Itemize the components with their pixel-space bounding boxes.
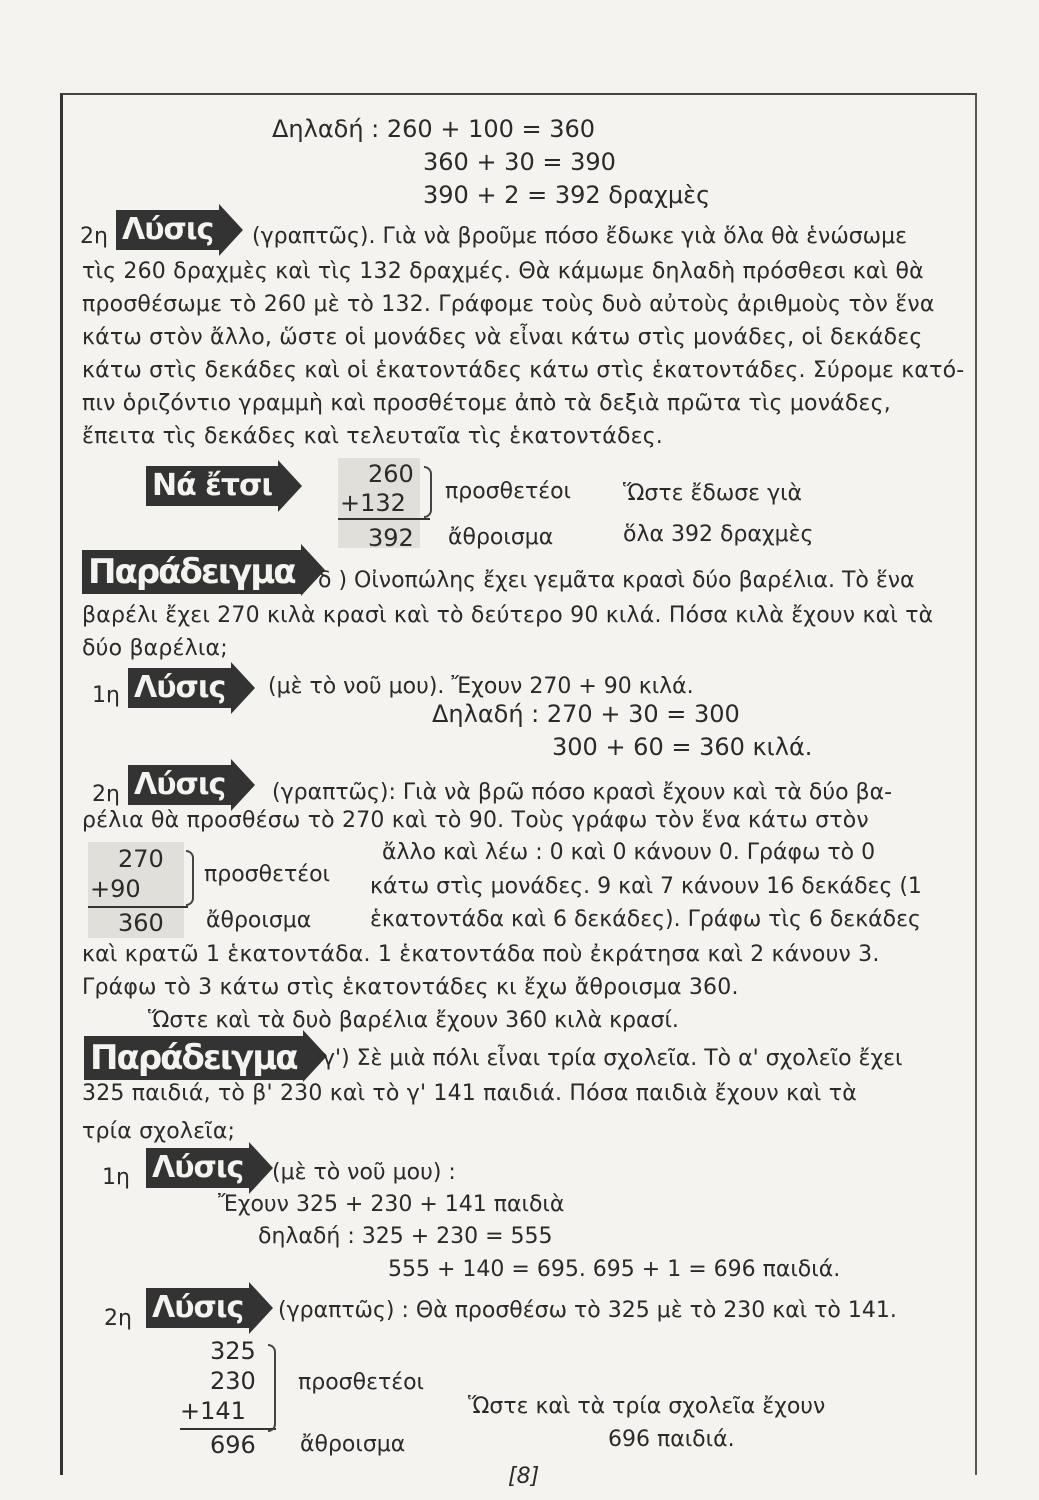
note: Ὥστε καὶ τὰ τρία σχολεῖα ἔχουν [468, 1394, 826, 1419]
text-line: ἄλλο καὶ λέω : 0 καὶ 0 κάνουν 0. Γράφω τὸ 0 [382, 840, 876, 865]
ordinal: 1η [92, 683, 120, 708]
note: ὅλα 392 δραχμὲς [623, 522, 814, 547]
addends-label: προσθετέοι [204, 862, 331, 887]
text-line: τρία σχολεῖα; [82, 1119, 236, 1144]
sum-total: 392 [368, 524, 414, 552]
text-line: (μὲ τὸ νοῦ μου). Ἔχουν 270 + 90 κιλά. [268, 674, 694, 699]
text-line: (γραπτῶς) : Θὰ προσθέσω τὸ 325 μὲ τὸ 230 καὶ τὸ 141. [278, 1298, 897, 1323]
lysis-label: Λύσις [128, 668, 231, 708]
note: Ὥστε ἔδωσε γιὰ [623, 481, 803, 506]
text-line: ρέλια θὰ προσθέσω τὸ 270 καὶ τὸ 90. Τοὺς γράφω τὸν ἕνα κάτω στὸν [82, 808, 869, 833]
ordinal: 1η [102, 1165, 130, 1190]
text-line: Ὥστε καὶ τὰ δυὸ βαρέλια ἔχουν 360 κιλὰ κρασί. [148, 1008, 679, 1033]
sum-rule [338, 518, 430, 520]
note: 696 παιδιά. [608, 1427, 735, 1452]
addend: +132 [340, 489, 406, 517]
text-line: Γράφω τὸ 3 κάτω στὶς ἑκατοντάδες κι ἔχω ἄθροισμα 360. [82, 975, 739, 1000]
text-line: δ ) Οἰνοπώλης ἔχει γεμᾶτα κρασὶ δύο βαρέλια. Τὸ ἕνα [318, 568, 915, 593]
sum-total: 360 [118, 909, 164, 937]
ordinal: 2η [80, 224, 108, 249]
text-line: γ') Σὲ μιὰ πόλι εἶναι τρία σχολεῖα. Τὸ α' σχολεῖο ἔχει [322, 1046, 903, 1071]
text-line: Δηλαδή : 270 + 30 = 300 [432, 700, 740, 728]
lysis-label: Λύσις [146, 1288, 249, 1328]
text-line: δηλαδή : 325 + 230 = 555 [258, 1224, 553, 1249]
text-line: 555 + 140 = 695. 695 + 1 = 696 παιδιά. [388, 1257, 841, 1282]
lysis-label: Λύσις [146, 1148, 249, 1188]
text-line: κάτω στὶς δεκάδες καὶ οἱ ἑκατοντάδες κάτω στὶς ἑκατοντάδες. Σύρομε κατό- [82, 358, 965, 383]
text-line: Ἔχουν 325 + 230 + 141 παιδιὰ [218, 1192, 565, 1217]
text-line: ἑκατοντάδα καὶ 6 δεκάδες). Γράφω τὶς 6 δεκάδες [370, 907, 921, 932]
text-line: βαρέλι ἔχει 270 κιλὰ κρασὶ καὶ τὸ δεύτερο 90 κιλά. Πόσα κιλὰ ἔχουν καὶ τὰ [82, 603, 934, 628]
brace [186, 850, 194, 906]
text-line: τὶς 260 δραχμὲς καὶ τὶς 132 δραχμές. Θὰ κάμωμε δηλαδὴ πρόσθεσι καὶ θὰ [82, 259, 924, 284]
addend: +141 [180, 1397, 246, 1425]
text-line: 390 + 2 = 392 δραχμὲς [423, 181, 711, 209]
addends-label: προσθετέοι [298, 1370, 425, 1395]
text-line: προσθέσωμε τὸ 260 μὲ τὸ 132. Γράφομε τοὺς δυὸ αὐτοὺς ἀριθμοὺς τὸν ἕνα [82, 292, 935, 317]
text-line: 360 + 30 = 390 [423, 148, 616, 176]
lysis-label: Λύσις [116, 210, 219, 250]
brace [424, 466, 432, 518]
text-line: (μὲ τὸ νοῦ μου) : [272, 1160, 456, 1185]
addend: 270 [118, 845, 164, 873]
text-line: (γραπτῶς). Γιὰ νὰ βροῦμε πόσο ἔδωκε γιὰ ὅλα θὰ ἑνώσωμε [252, 224, 907, 249]
text-line: ἔπειτα τὶς δεκάδες καὶ τελευταῖα τὶς ἑκατοντάδες. [82, 424, 664, 449]
brace [268, 1344, 276, 1432]
lysis-label: Λύσις [128, 765, 231, 805]
addend: 230 [210, 1367, 256, 1395]
text-line: δύο βαρέλια; [82, 636, 228, 661]
na-etsi-label: Νά ἔτσι [146, 466, 278, 506]
addend: +90 [90, 875, 141, 903]
paradeigma-label: Παράδειγμα [82, 550, 301, 594]
addends-label: προσθετέοι [445, 479, 572, 504]
addend: 260 [368, 460, 414, 488]
sum-label: ἄθροισμα [300, 1432, 406, 1457]
text-line: πιν ὁριζόντιο γραμμὴ καὶ προσθέτομε ἀπὸ τὰ δεξιὰ πρῶτα τὶς μονάδες, [82, 391, 891, 416]
text-line: 300 + 60 = 360 κιλά. [552, 733, 813, 761]
text-line: Δηλαδή : 260 + 100 = 360 [272, 115, 596, 143]
page-number: [8] [508, 1464, 540, 1489]
text-line: 325 παιδιά, τὸ β' 230 καὶ τὸ γ' 141 παιδιά. Πόσα παιδιὰ ἔχουν καὶ τὰ [82, 1081, 857, 1106]
text-line: καὶ κρατῶ 1 ἑκατοντάδα. 1 ἑκατοντάδα ποὺ ἐκράτησα καὶ 2 κάνουν 3. [82, 942, 880, 967]
text-line: κάτω στὶς μονάδες. 9 καὶ 7 κάνουν 16 δεκάδες (1 [370, 874, 922, 899]
text-line: (γραπτῶς): Γιὰ νὰ βρῶ πόσο κρασὶ ἔχουν καὶ τὰ δύο βα- [272, 780, 893, 805]
paradeigma-label: Παράδειγμα [84, 1036, 303, 1080]
ordinal: 2η [104, 1306, 132, 1331]
sum-label: ἄθροισμα [448, 525, 554, 550]
sum-label: ἄθροισμα [206, 908, 312, 933]
sum-total: 696 [210, 1431, 256, 1459]
addend: 325 [210, 1337, 256, 1365]
ordinal: 2η [92, 782, 120, 807]
text-line: κάτω στὸν ἄλλο, ὥστε οἱ μονάδες νὰ εἶναι κάτω στὶς μονάδες, οἱ δεκάδες [82, 325, 923, 350]
